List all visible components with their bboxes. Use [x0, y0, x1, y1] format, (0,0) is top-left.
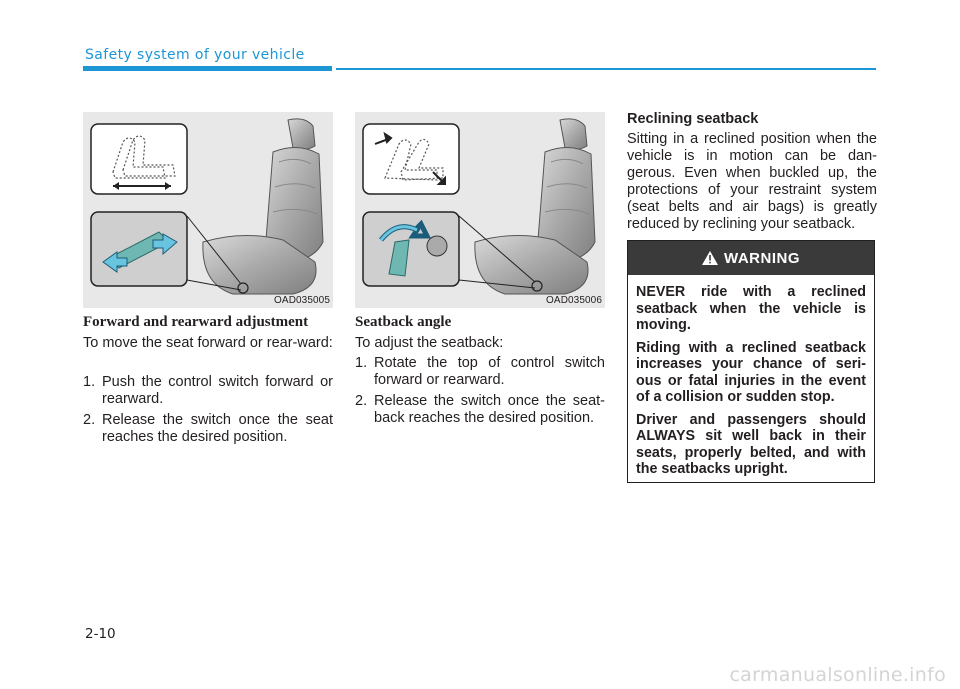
- heading-forward-rearward: Forward and rearward adjustment: [83, 314, 309, 330]
- step-text: Release the switch once the seat-back reaches the desired position.: [374, 393, 605, 426]
- warning-header: [628, 241, 874, 275]
- heading-reclining-seatback: Reclining seatback: [627, 111, 759, 127]
- warning-paragraph: Riding with a reclined seatback increases your chance of seri-ous or fatal injuries in the event of a collision or sudden stop.: [636, 339, 866, 405]
- col2-intro: To adjust the seatback:: [355, 335, 504, 351]
- seat-forward-rearward-figure: [83, 112, 333, 308]
- section-title: Safety system of your vehicle: [85, 47, 305, 63]
- col1-intro: To move the seat forward or rear-ward:: [83, 335, 333, 351]
- figure-code: OAD035006: [546, 295, 602, 306]
- warning-title: WARNING: [724, 249, 800, 267]
- warning-body: [628, 275, 874, 478]
- step-number: 1.: [83, 374, 96, 390]
- col1-steps: [83, 374, 333, 450]
- step-text: Push the control switch forward or rearward.: [102, 374, 333, 407]
- header-rule-thin: [336, 68, 876, 70]
- warning-paragraph: NEVER ride with a reclined seatback when the vehicle is moving.: [636, 284, 866, 333]
- header-rule-thick: [83, 66, 332, 71]
- seatback-angle-figure: [355, 112, 605, 308]
- col2-steps: [355, 355, 605, 431]
- warning-box: [627, 240, 875, 483]
- heading-seatback-angle: Seatback angle: [355, 314, 452, 330]
- step-number: 2.: [83, 412, 96, 428]
- step-number: 2.: [355, 393, 368, 409]
- figure-code: OAD035005: [274, 295, 330, 306]
- warning-triangle-icon: [702, 251, 718, 265]
- list-item: [355, 393, 605, 427]
- list-item: [83, 374, 333, 408]
- page-number: 2-10: [85, 626, 116, 642]
- step-text: Release the switch once the seat reaches the desired position.: [102, 412, 333, 445]
- warning-paragraph: Driver and passengers should ALWAYS sit well back in their seats, properly belted, and with the seatbacks upright.: [636, 411, 866, 477]
- watermark: carmanualsonline.info: [729, 664, 946, 686]
- step-number: 1.: [355, 355, 368, 371]
- list-item: [355, 355, 605, 389]
- seat-illustration-1: [83, 112, 333, 308]
- list-item: [83, 412, 333, 446]
- col3-body: Sitting in a reclined position when the vehicle is in motion can be dan-gerous. Even when buckled up, the protections of your restraint system (seat belts and air bags) is greatly reduced by reclining your seatback.: [627, 131, 877, 232]
- step-text: Rotate the top of control switch forward or rearward.: [374, 355, 605, 388]
- seat-illustration-2: [355, 112, 605, 308]
